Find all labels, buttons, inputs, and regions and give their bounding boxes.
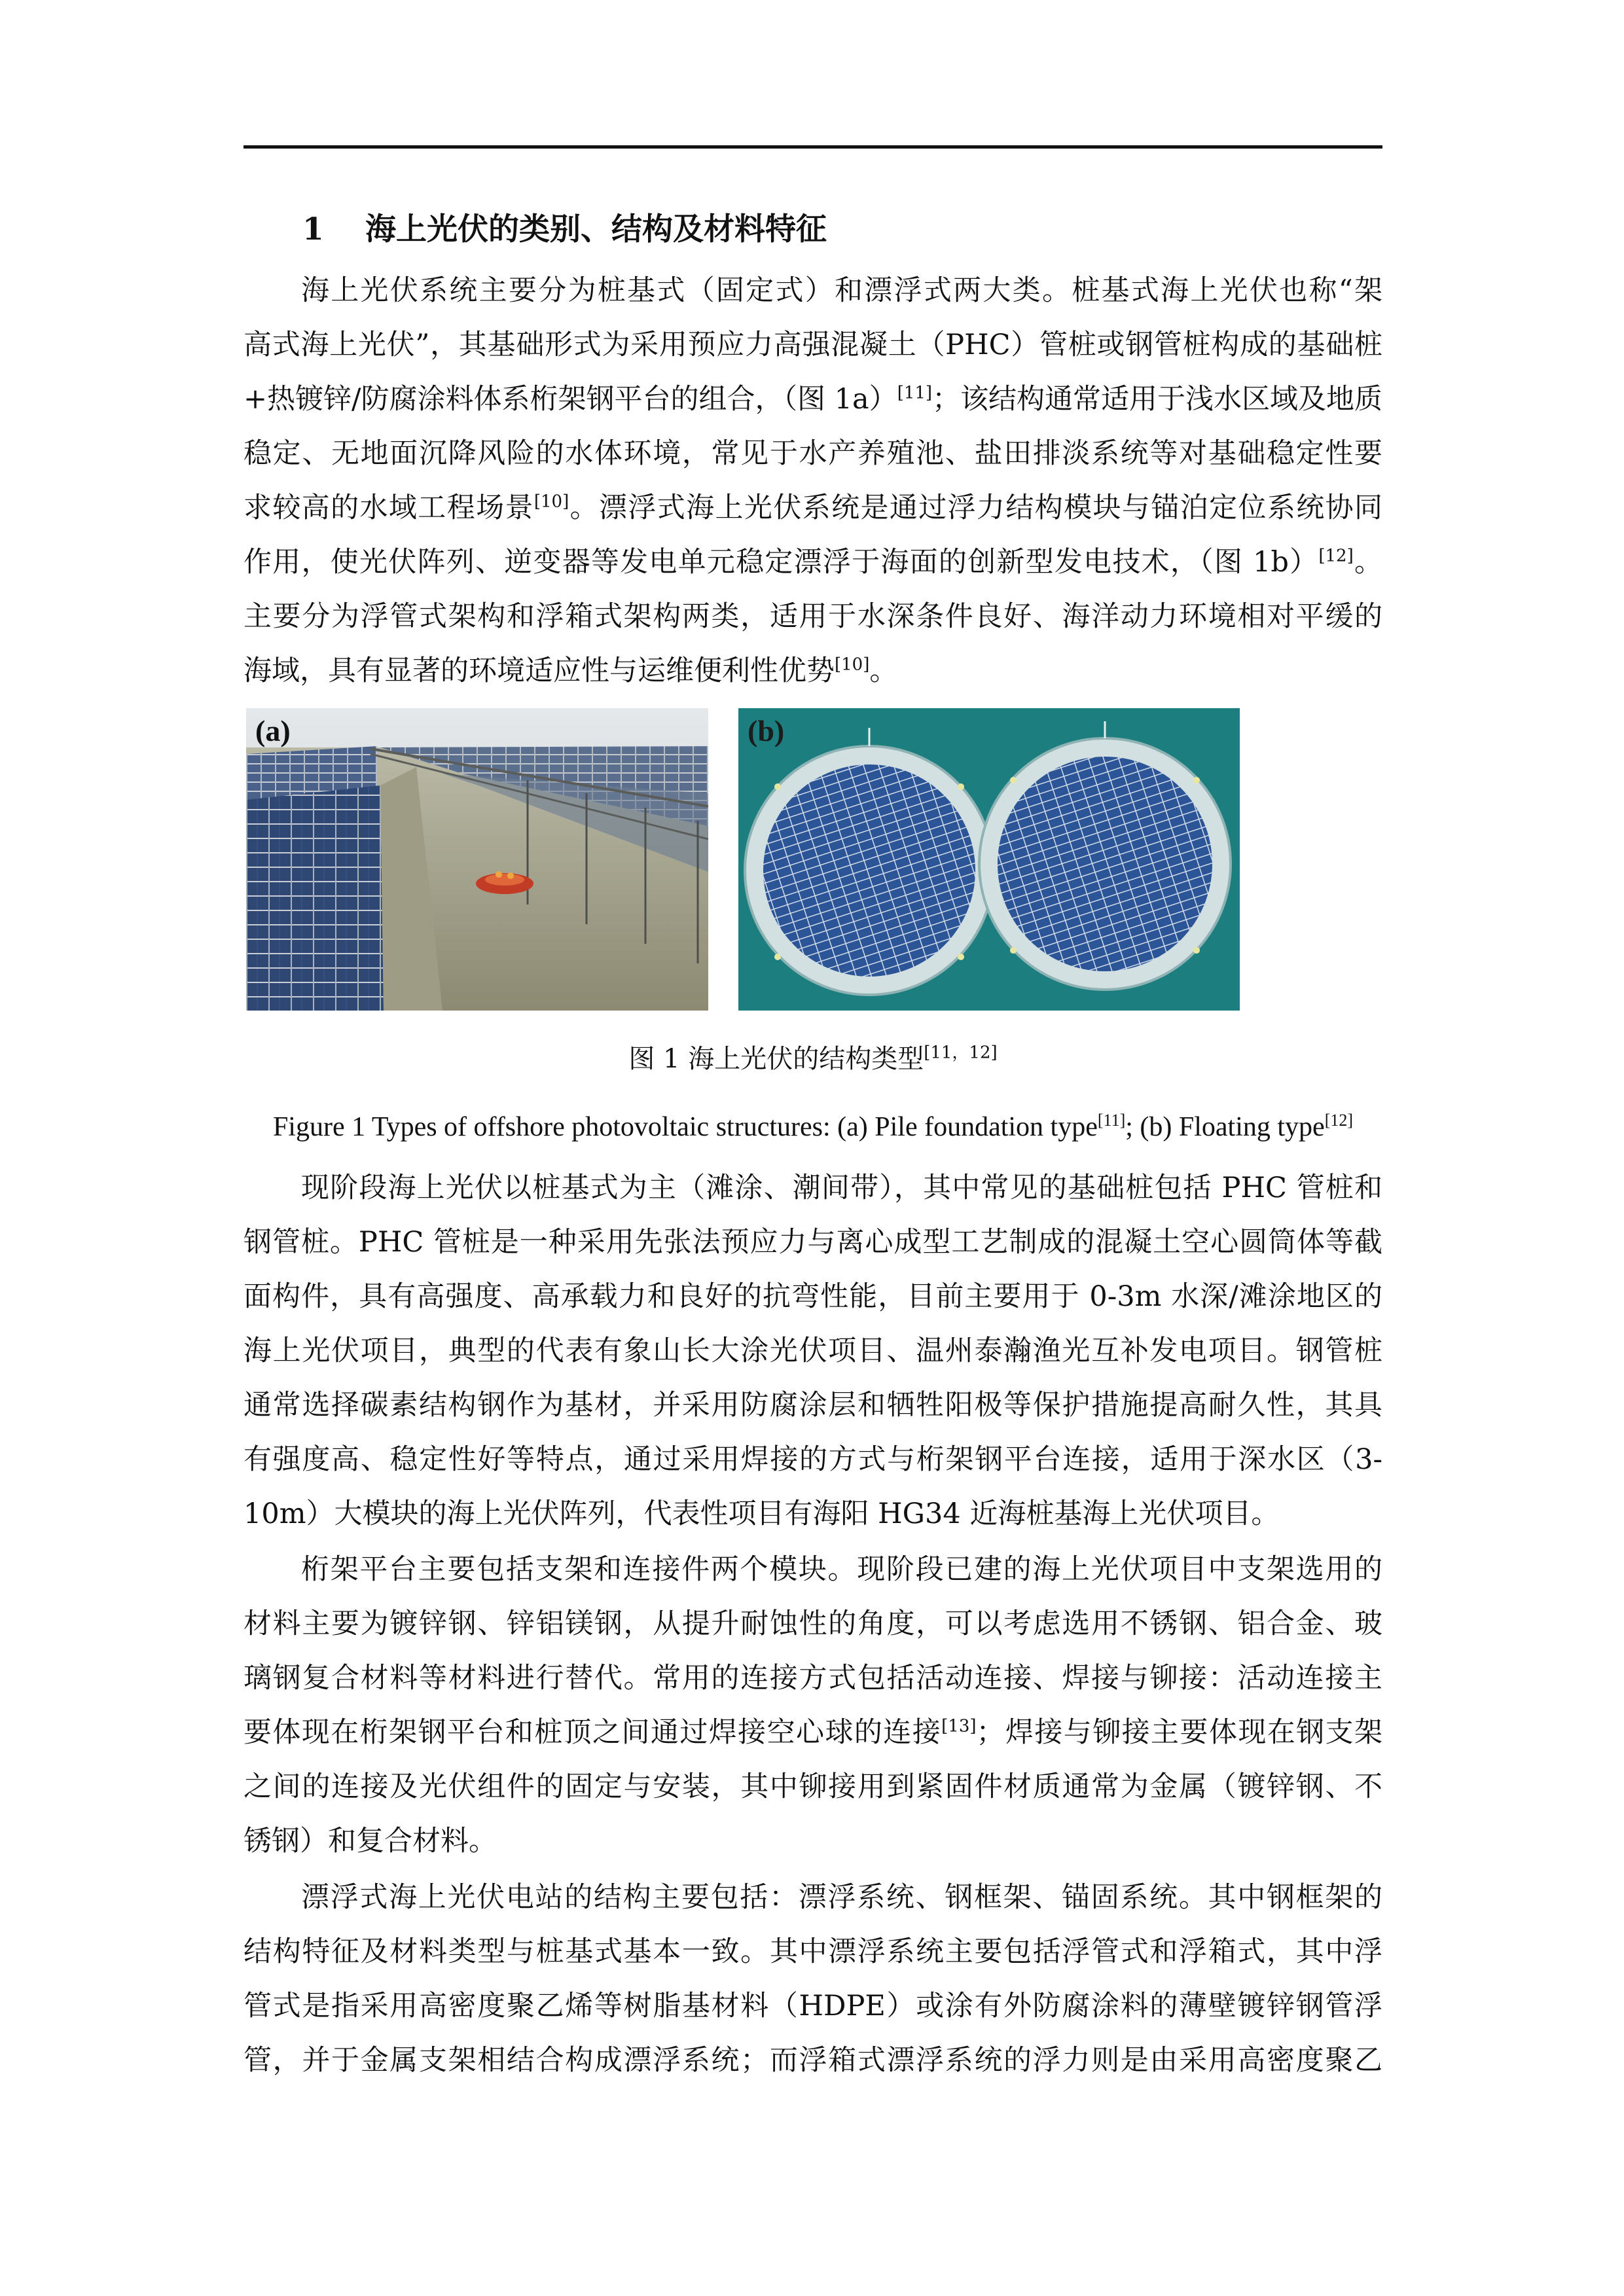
- header-rule: [244, 145, 1382, 149]
- text-line: 面构件，具有高强度、高承载力和良好的抗弯性能，目前主要用于 0-3m 水深/滩涂地区的: [244, 1280, 1382, 1313]
- paragraph-1: [244, 264, 1382, 698]
- floating-pv-illustration: [738, 708, 1240, 1011]
- paragraph-3: [244, 1543, 1382, 1869]
- section-title: 海上光伏的类别、结构及材料特征: [365, 211, 827, 247]
- citation: [10]: [835, 655, 870, 675]
- pile-foundation-illustration: [246, 708, 708, 1011]
- section-heading: [302, 208, 827, 251]
- text-line: 海上光伏项目，典型的代表有象山长大涂光伏项目、温州泰瀚渔光互补发电项目。钢管桩: [244, 1335, 1382, 1367]
- paragraph-4: [244, 1871, 1382, 2088]
- text-line: 高式海上光伏”，其基础形式为采用预应力高强混凝土（PHC）管桩或钢管桩构成的基础桩: [244, 329, 1382, 361]
- citation: [12]: [1324, 1111, 1354, 1130]
- figure-caption-en: Figure 1 Types of offshore photovoltaic structures: (a) Pile foundation type[11]; (b) Floating type[12]: [272, 1111, 1354, 1142]
- text-line: 漂浮式海上光伏电站的结构主要包括：漂浮系统、钢框架、锚固系统。其中钢框架的: [301, 1881, 1382, 1914]
- citation: [10]: [533, 492, 569, 512]
- text-line: 稳定、无地面沉降风险的水体环境，常见于水产养殖池、盐田排淡系统等对基础稳定性要: [244, 437, 1382, 470]
- text-line: 之间的连接及光伏组件的固定与安装，其中铆接用到紧固件材质通常为金属（镀锌钢、不: [244, 1770, 1382, 1803]
- text-line: 桁架平台主要包括支架和连接件两个模块。现阶段已建的海上光伏项目中支架选用的: [301, 1553, 1382, 1586]
- citation: [12]: [1318, 546, 1354, 566]
- text-line: 材料主要为镀锌钢、锌铝镁钢，从提升耐蚀性的角度，可以考虑选用不锈钢、铝合金、玻: [244, 1607, 1382, 1640]
- figure-label-b: (b): [748, 714, 785, 747]
- text-line: 海上光伏系统主要分为桩基式（固定式）和漂浮式两大类。桩基式海上光伏也称“架: [301, 274, 1382, 307]
- figure-label-a: (a): [255, 714, 291, 747]
- text-line: 海域，具有显著的环境适应性与运维便利性优势[10]。: [244, 655, 898, 687]
- citation: [11]: [897, 383, 933, 403]
- citation: [11，12]: [924, 1043, 998, 1063]
- citation: [11]: [1097, 1111, 1126, 1130]
- text-line: 管，并于金属支架相结合构成漂浮系统；而浮箱式漂浮系统的浮力则是由采用高密度聚乙: [244, 2044, 1382, 2077]
- text-line: 结构特征及材料类型与桩基式基本一致。其中漂浮系统主要包括浮管式和浮箱式，其中浮: [244, 1935, 1382, 1968]
- text-line: 作用，使光伏阵列、逆变器等发电单元稳定漂浮于海面的创新型发电技术，（图 1b）[12]。: [244, 546, 1382, 579]
- text-line: 现阶段海上光伏以桩基式为主（滩涂、潮间带），其中常见的基础桩包括 PHC 管桩和: [301, 1172, 1382, 1204]
- figure-1b-photo: [738, 708, 1240, 1011]
- figure-1a-photo: [246, 708, 708, 1011]
- figure-caption-cn: 图 1 海上光伏的结构类型[11，12]: [628, 1043, 998, 1074]
- text-line: 钢管桩。PHC 管桩是一种采用先张法预应力与离心成型工艺制成的混凝土空心圆筒体等截: [244, 1226, 1382, 1259]
- text-line: 通常选择碳素结构钢作为基材，并采用防腐涂层和牺牲阳极等保护措施提高耐久性，其具: [244, 1389, 1382, 1422]
- citation: [13]: [941, 1716, 977, 1736]
- text-line: 有强度高、稳定性好等特点，通过采用焊接的方式与桁架钢平台连接，适用于深水区（3-: [244, 1443, 1382, 1476]
- text-line: 璃钢复合材料等材料进行替代。常用的连接方式包括活动连接、焊接与铆接：活动连接主: [244, 1662, 1382, 1695]
- text-line: +热镀锌/防腐涂料体系桁架钢平台的组合，（图 1a）[11]；该结构通常适用于浅水区域及地质: [244, 383, 1382, 416]
- paragraph-2: [244, 1161, 1382, 1541]
- text-line: 锈钢）和复合材料。: [244, 1825, 497, 1857]
- text-line: 10m）大模块的海上光伏阵列，代表性项目有海阳 HG34 近海桩基海上光伏项目。: [244, 1498, 1280, 1530]
- text-line: 主要分为浮管式架构和浮箱式架构两类，适用于水深条件良好、海洋动力环境相对平缓的: [244, 600, 1382, 633]
- text-line: 要体现在桁架钢平台和桩顶之间通过焊接空心球的连接[13]；焊接与铆接主要体现在钢支架: [244, 1716, 1382, 1749]
- text-line: 求较高的水域工程场景[10]。漂浮式海上光伏系统是通过浮力结构模块与锚泊定位系统协同: [244, 492, 1382, 524]
- section-number: 1: [302, 211, 324, 247]
- text-line: 管式是指采用高密度聚乙烯等树脂基材料（HDPE）或涂有外防腐涂料的薄壁镀锌钢管浮: [244, 1990, 1382, 2022]
